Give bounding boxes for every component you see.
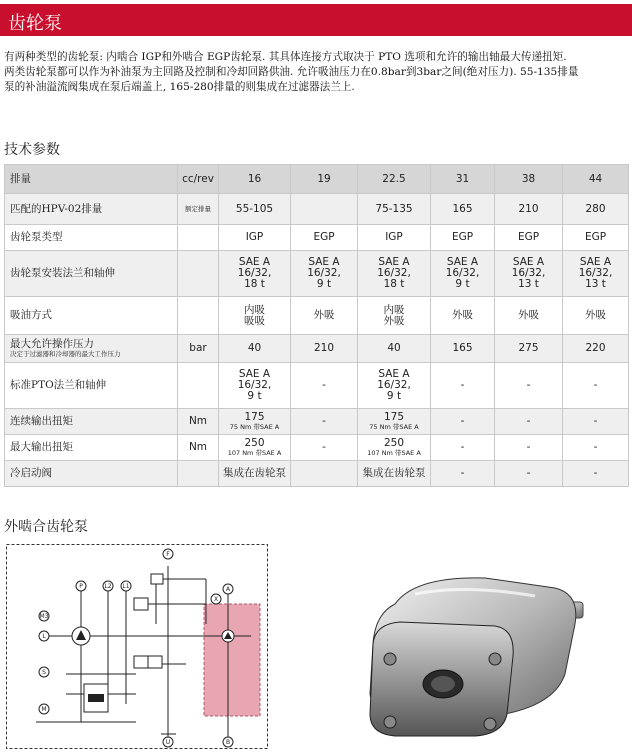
cell: 集成在齿轮泵	[219, 461, 291, 487]
cell: EGP	[495, 225, 563, 251]
cell: 外吸	[495, 297, 563, 335]
cell	[358, 409, 431, 435]
spec-table	[4, 164, 629, 487]
header-col: 44	[563, 165, 629, 194]
row-label: 齿轮泵类型	[5, 225, 178, 251]
cell	[358, 435, 431, 461]
cell: SAE A 16/32, 9 t	[219, 363, 291, 409]
table-row	[5, 363, 629, 409]
cell: -	[291, 409, 358, 435]
cell: -	[431, 409, 495, 435]
cell	[219, 435, 291, 461]
intro-line: 两类齿轮泵都可以作为补油泵为主回路及控制和冷却回路供油. 允许吸油压力在0.8bar到3bar之间(绝对压力). 55-135排量	[4, 66, 579, 78]
cell: -	[563, 435, 629, 461]
table-row	[5, 194, 629, 225]
row-unit: bar	[178, 335, 219, 363]
port-label: L1	[122, 583, 130, 590]
port-label: P	[79, 583, 83, 590]
cell-value: 175	[244, 411, 265, 423]
table-row	[5, 297, 629, 335]
intro-paragraph	[4, 50, 628, 95]
cell: -	[495, 461, 563, 487]
port-label: U	[165, 739, 171, 746]
cell: SAE A 16/32, 18 t	[219, 251, 291, 297]
cell: 210	[495, 194, 563, 225]
page-title: 齿轮泵	[8, 13, 62, 34]
port-label: L	[42, 633, 46, 640]
cell: 内吸 吸吸	[219, 297, 291, 335]
cell: SAE A 16/32, 9 t	[291, 251, 358, 297]
port-label: A	[225, 586, 231, 593]
cell: IGP	[219, 225, 291, 251]
cell: -	[431, 435, 495, 461]
cell: EGP	[563, 225, 629, 251]
cell: SAE A 16/32, 13 t	[563, 251, 629, 297]
row-unit	[178, 194, 219, 225]
table-row	[5, 335, 629, 363]
row-label: 吸油方式	[5, 297, 178, 335]
port-label: B	[225, 739, 231, 746]
cell: IGP	[358, 225, 431, 251]
table-row	[5, 435, 629, 461]
cell-value: 250	[383, 437, 405, 449]
row-unit-text: 额定排量	[185, 205, 211, 213]
title-bar	[0, 4, 632, 36]
header-col: 22.5	[358, 165, 431, 194]
cell: EGP	[291, 225, 358, 251]
cell-value: 175	[383, 411, 405, 423]
cell-note: 107 Nm 带SAE A	[367, 449, 421, 457]
cell	[291, 194, 358, 225]
cell: 165	[431, 335, 495, 363]
intro-line: 有两种类型的齿轮泵: 内啮合 IGP和外啮合 EGP齿轮泵. 其具体连接方式取决于 PTO 选项和允许的输出轴最大传递扭矩.	[4, 51, 567, 63]
cell: 外吸	[563, 297, 629, 335]
cell: -	[495, 363, 563, 409]
cell: 210	[291, 335, 358, 363]
row-unit	[178, 297, 219, 335]
table-header-row	[5, 165, 629, 194]
cell: -	[495, 409, 563, 435]
row-unit: Nm	[178, 435, 219, 461]
row-label-text: 最大允许操作压力	[10, 338, 94, 350]
port-label: X	[213, 596, 219, 603]
cell: -	[291, 435, 358, 461]
port-label: M	[41, 706, 47, 713]
row-unit	[178, 225, 219, 251]
row-label: 冷启动阀	[5, 461, 178, 487]
cell: 40	[219, 335, 291, 363]
gear-section-title: 外啮合齿轮泵	[4, 519, 88, 535]
gear-pump-image	[355, 564, 605, 742]
table-row	[5, 461, 629, 487]
cell: 280	[563, 194, 629, 225]
row-label: 连续输出扭矩	[5, 409, 178, 435]
header-col: 31	[431, 165, 495, 194]
port-label: S	[42, 669, 46, 676]
cell: SAE A 16/32, 18 t	[358, 251, 431, 297]
header-label: 排量	[5, 165, 178, 194]
cell: 集成在齿轮泵	[358, 461, 431, 487]
cell: 40	[358, 335, 431, 363]
cell: 外吸	[431, 297, 495, 335]
row-label: 标准PTO法兰和轴伸	[5, 363, 178, 409]
table-row	[5, 251, 629, 297]
cell: 165	[431, 194, 495, 225]
table-row	[5, 225, 629, 251]
row-unit	[178, 363, 219, 409]
hydraulic-schematic	[6, 544, 268, 749]
cell: 55-105	[219, 194, 291, 225]
cell-note: 107 Nm 带SAE A	[227, 449, 282, 457]
cell-value: 250	[244, 437, 265, 449]
cell: 220	[563, 335, 629, 363]
row-unit	[178, 461, 219, 487]
cell	[219, 409, 291, 435]
cell: -	[495, 435, 563, 461]
cell: -	[291, 363, 358, 409]
port-label: L2	[104, 583, 112, 590]
row-label: 最大输出扭矩	[5, 435, 178, 461]
cell: EGP	[431, 225, 495, 251]
cell: SAE A 16/32, 9 t	[358, 363, 431, 409]
row-sublabel: 决定于过滤器和冷却器的最大工作压力	[10, 350, 121, 358]
cell: -	[563, 409, 629, 435]
cell: 275	[495, 335, 563, 363]
spec-section-title: 技术参数	[4, 142, 60, 158]
row-label	[5, 335, 178, 363]
cell-note: 75 Nm 带SAE A	[229, 423, 280, 431]
cell: SAE A 16/32, 9 t	[431, 251, 495, 297]
port-label: M3	[39, 613, 49, 620]
cell-note: 75 Nm 带SAE A	[369, 423, 419, 431]
port-label: F	[166, 551, 170, 558]
header-col: 16	[219, 165, 291, 194]
header-unit: cc/rev	[178, 165, 219, 194]
cell: SAE A 16/32, 13 t	[495, 251, 563, 297]
row-unit: Nm	[178, 409, 219, 435]
intro-line: 泵的补油溢流阀集成在泵后端盖上, 165-280排量的则集成在过滤器法兰上.	[4, 81, 355, 93]
cell: 外吸	[291, 297, 358, 335]
row-label: 匹配的HPV-02排量	[5, 194, 178, 225]
cell	[291, 461, 358, 487]
table-row	[5, 409, 629, 435]
header-col: 38	[495, 165, 563, 194]
cell: -	[431, 363, 495, 409]
cell: -	[563, 461, 629, 487]
header-col: 19	[291, 165, 358, 194]
cell: 内吸 外吸	[358, 297, 431, 335]
cell: -	[563, 363, 629, 409]
cell: 75-135	[358, 194, 431, 225]
row-label: 齿轮泵安装法兰和轴伸	[5, 251, 178, 297]
cell: -	[431, 461, 495, 487]
row-unit	[178, 251, 219, 297]
